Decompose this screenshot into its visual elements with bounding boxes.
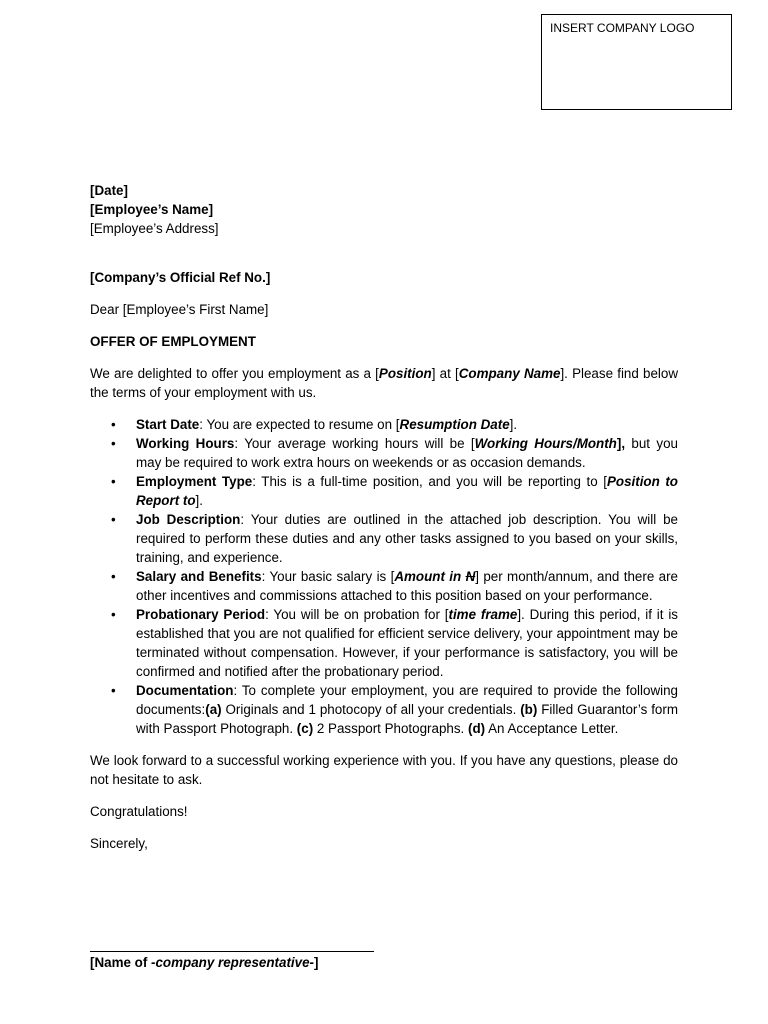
company-name-placeholder: Company Name — [458, 366, 561, 381]
company-logo-placeholder — [541, 14, 732, 110]
signature-line — [90, 951, 374, 952]
letter-date: [Date] — [90, 183, 128, 198]
letter-body — [90, 181, 678, 853]
letter-subject: OFFER OF EMPLOYMENT — [90, 334, 256, 349]
position-placeholder: Position — [378, 366, 432, 381]
reference-number: [Company’s Official Ref No.] — [90, 270, 271, 285]
term-job-description: • Job Description: Your duties are outlined in the attached job description. You will be required to perform these duties and any other tasks assigned to you based on your skills, training, and experience. — [111, 512, 678, 565]
closing-paragraph: We look forward to a successful working experience with you. If you have any questions, please do not hesitate to ask. — [90, 753, 678, 787]
bullet-icon: • — [111, 683, 116, 698]
employee-name: [Employee’s Name] — [90, 202, 214, 217]
term-documentation: • Documentation: To complete your employment, you are required to provide the following documents:(a) Originals and 1 photocopy of all your credentials. (b) Filled Guarantor’s form with Passport Photograph. (c) 2 Passport Photographs. (d) An Acceptance Letter. — [111, 683, 678, 736]
bullet-icon: • — [111, 607, 116, 622]
term-start-date: • Start Date: You are expected to resume on [Resumption Date]. — [111, 417, 518, 432]
logo-placeholder-text: INSERT COMPANY LOGO — [550, 21, 695, 35]
naira-currency-symbol: N — [465, 569, 476, 584]
employee-address: [Employee’s Address] — [90, 221, 219, 236]
term-salary-benefits: • Salary and Benefits: Your basic salary is [Amount in N] per month/annum, and there are other incentives and commissions attached to this position based on your performance. — [111, 569, 678, 603]
term-working-hours: • Working Hours: Your average working hours will be [Working Hours/Month], but you may be required to work extra hours on weekends or as occasion demands. — [111, 436, 678, 470]
sign-off: Sincerely, — [90, 836, 148, 851]
bullet-icon: • — [111, 436, 116, 451]
terms-list — [90, 415, 678, 738]
representative-name: [Name of -company representative-] — [90, 955, 319, 970]
bullet-icon: • — [111, 474, 116, 489]
bullet-icon: • — [111, 512, 116, 527]
salutation: Dear [Employee’s First Name] — [90, 302, 269, 317]
bullet-icon: • — [111, 569, 116, 584]
term-probationary-period: • Probationary Period: You will be on probation for [time frame]. During this period, if it is established that you are not qualified for efficient service delivery, your appointment may be terminated without compensation. However, if your performance is satisfactory, you will be confirmed and notified after the probationary period. — [111, 607, 678, 679]
congratulations: Congratulations! — [90, 804, 188, 819]
intro-paragraph: We are delighted to offer you employment as a [Position] at [Company Name]. Please find below the terms of your employment with us. — [90, 366, 678, 400]
term-employment-type: • Employment Type: This is a full-time position, and you will be reporting to [Position to Report to]. — [111, 474, 678, 508]
bullet-icon: • — [111, 417, 116, 432]
